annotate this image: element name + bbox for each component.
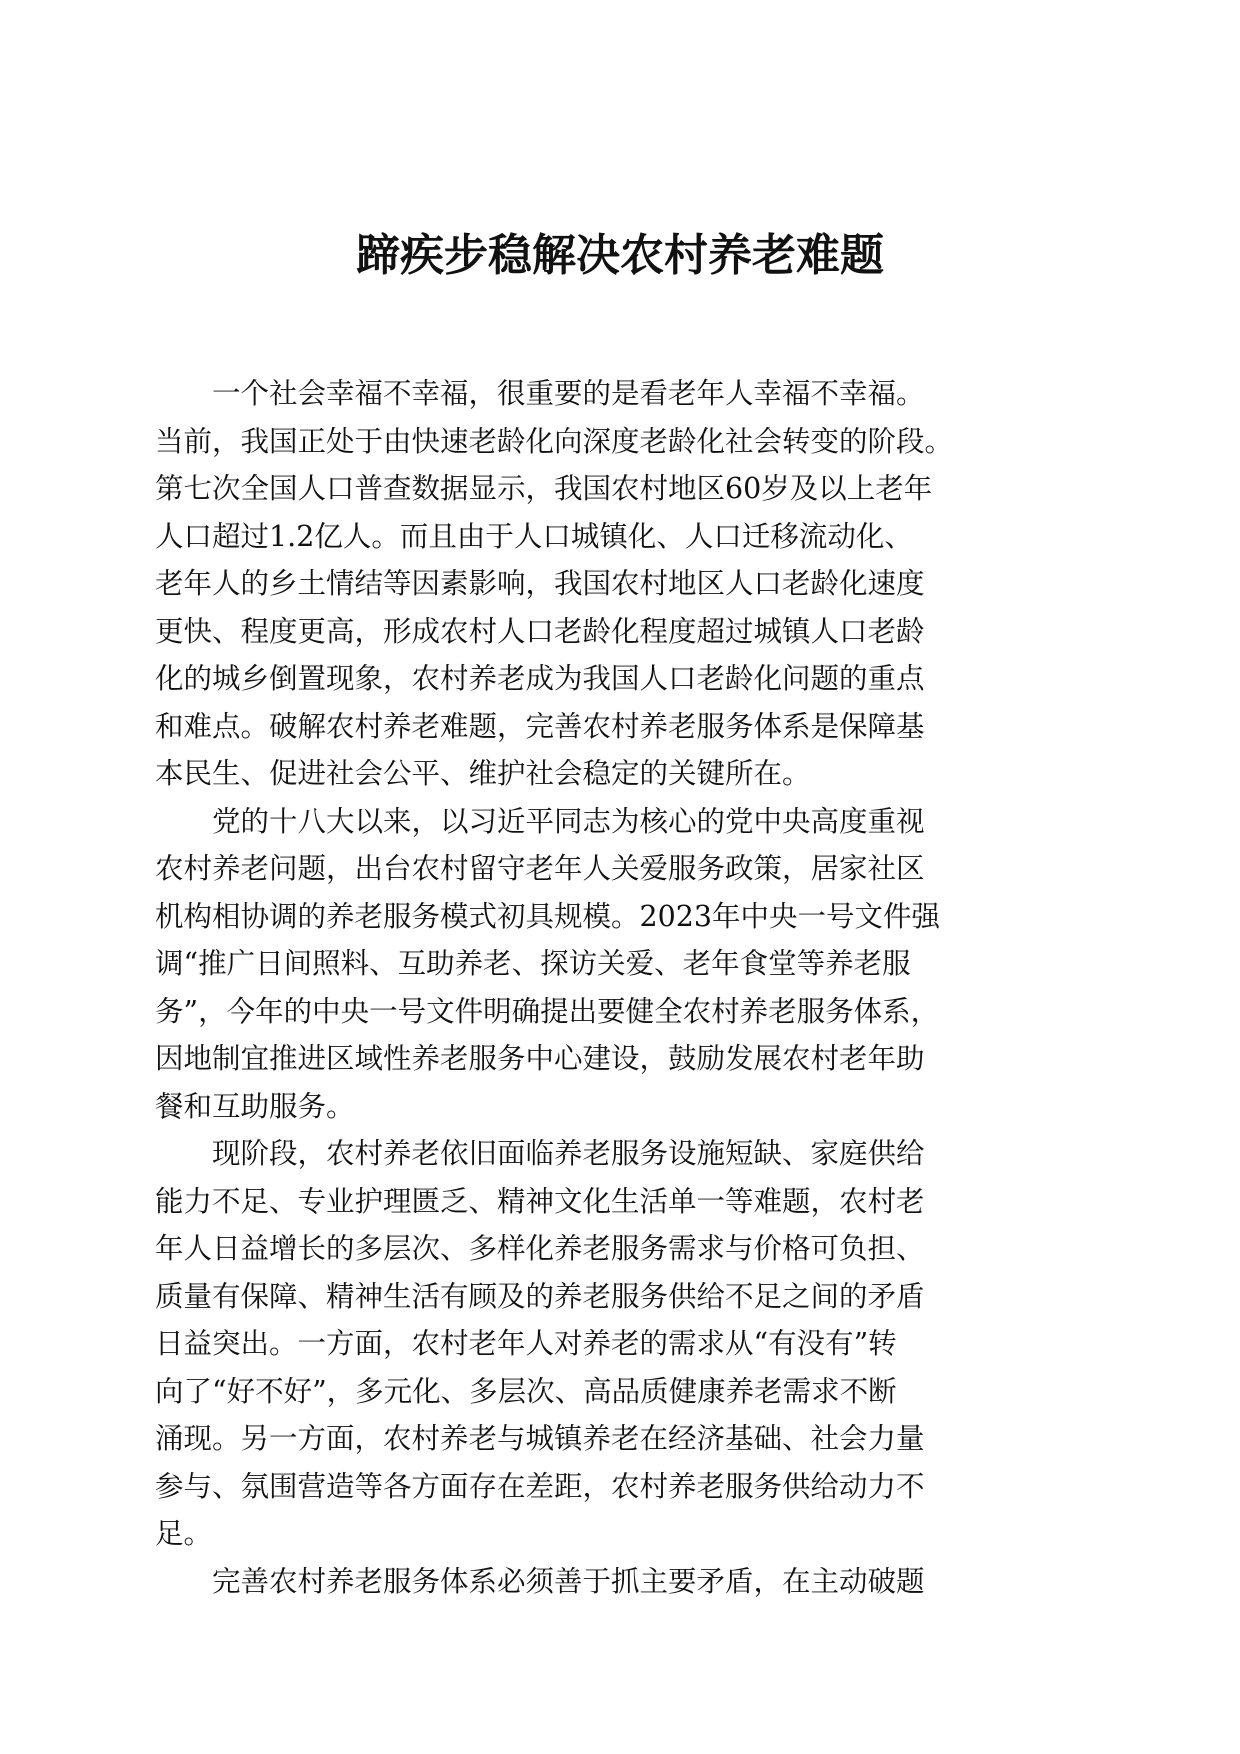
text-line: 化的城乡倒置现象，农村养老成为我国人口老龄化问题的重点 xyxy=(155,662,925,695)
text-line: 当前，我国正处于由快速老龄化向深度老龄化社会转变的阶段。 xyxy=(155,424,954,458)
text-line: 参与、氛围营造等各方面存在差距，农村养老服务供给动力不 xyxy=(155,1469,925,1503)
text-line: 第七次全国人口普查数据显示，我国农村地区60岁及以上老年 xyxy=(155,472,933,505)
text-line: 涌现。另一方面，农村养老与城镇养老在经济基础、社会力量 xyxy=(155,1422,925,1455)
paragraph-3 xyxy=(155,1130,1085,1558)
text-line: 质量有保障、精神生活有顾及的养老服务供给不足之间的矛盾 xyxy=(155,1279,925,1313)
text-line: 机构相协调的养老服务模式初具规模。2023年中央一号文件强 xyxy=(155,899,941,933)
text-line: 调“推广日间照料、互助养老、探访关爱、老年食堂等养老服 xyxy=(155,947,911,980)
text-line: 人口超过1.2亿人。而且由于人口城镇化、人口迁移流动化、 xyxy=(155,519,913,553)
text-line: 日益突出。一方面，农村老年人对养老的需求从“有没有”转 xyxy=(155,1327,897,1360)
text-line: 向了“好不好”，多元化、多层次、高品质健康养老需求不断 xyxy=(155,1374,897,1408)
paragraph-2 xyxy=(155,798,1085,1131)
text-line: 更快、程度更高，形成农村人口老龄化程度超过城镇人口老龄 xyxy=(155,614,925,648)
text-line: 本民生、促进社会公平、维护社会稳定的关键所在。 xyxy=(155,757,811,790)
text-line: 农村养老问题，出台农村留守老年人关爱服务政策，居家社区 xyxy=(155,852,925,885)
text-line: 年人日益增长的多层次、多样化养老服务需求与价格可负担、 xyxy=(155,1232,925,1265)
text-line: 和难点。破解农村养老难题，完善农村养老服务体系是保障基 xyxy=(155,709,925,743)
document-title: 蹄疾步稳解决农村养老难题 xyxy=(356,230,884,281)
document-body xyxy=(155,370,1085,1605)
text-line: 足。 xyxy=(155,1517,213,1550)
text-line: 党的十八大以来，以习近平同志为核心的党中央高度重视 xyxy=(212,804,925,838)
paragraph-4 xyxy=(155,1558,1085,1606)
text-line: 完善农村养老服务体系必须善于抓主要矛盾，在主动破题 xyxy=(212,1564,925,1598)
text-line: 餐和互助服务。 xyxy=(155,1089,355,1123)
text-line: 现阶段，农村养老依旧面临养老服务设施短缺、家庭供给 xyxy=(212,1137,925,1170)
paragraph-1 xyxy=(155,370,1085,798)
text-line: 因地制宜推进区域性养老服务中心建设，鼓励发展农村老年助 xyxy=(155,1042,925,1075)
text-line: 务”，今年的中央一号文件明确提出要健全农村养老服务体系， xyxy=(155,994,940,1028)
text-line: 能力不足、专业护理匮乏、精神文化生活单一等难题，农村老 xyxy=(155,1184,925,1218)
text-line: 一个社会幸福不幸福，很重要的是看老年人幸福不幸福。 xyxy=(212,377,925,410)
text-line: 老年人的乡土情结等因素影响，我国农村地区人口老龄化速度 xyxy=(155,567,925,600)
